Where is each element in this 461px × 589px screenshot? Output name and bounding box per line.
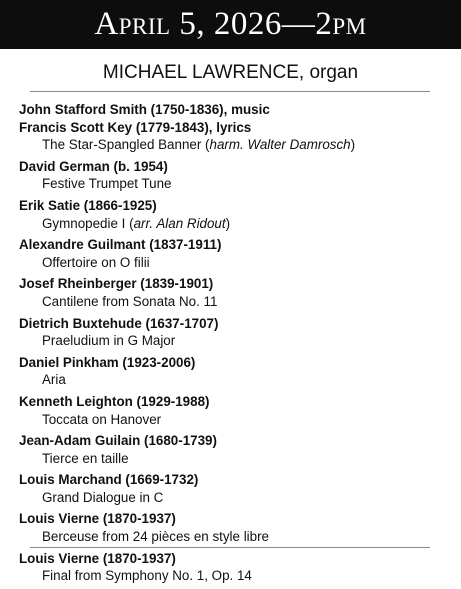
program-entry bbox=[19, 354, 449, 389]
composer-name: David German (b. 1954) bbox=[19, 158, 168, 174]
program-entry bbox=[19, 510, 449, 545]
work-title: Grand Dialogue in C bbox=[42, 489, 164, 505]
work-title: Aria bbox=[42, 372, 66, 388]
work-title: Cantilene from Sonata No. 11 bbox=[42, 293, 218, 309]
work-title-text: Gymnopedie I bbox=[42, 215, 126, 231]
work-title bbox=[19, 215, 449, 233]
composer-name: John Stafford Smith (1750-1836), music bbox=[19, 102, 270, 117]
work-title-text: The Star-Spangled Banner bbox=[42, 137, 202, 153]
composer-name: Jean-Adam Guilain (1680-1739) bbox=[19, 433, 217, 449]
work-title: Berceuse from 24 pièces en style libre bbox=[42, 529, 270, 545]
lyricist-name: Francis Scott Key (1779-1843), lyrics bbox=[19, 119, 252, 135]
top-divider bbox=[30, 91, 430, 92]
work-title: Tierce en taille bbox=[42, 450, 129, 466]
program-entry bbox=[19, 197, 449, 232]
program-entry bbox=[19, 315, 449, 350]
composer-name: Louis Vierne (1870-1937) bbox=[19, 550, 176, 566]
date-time-heading: April 5, 2026—2pm bbox=[94, 6, 367, 42]
date-banner bbox=[0, 0, 461, 49]
program-entry bbox=[19, 471, 449, 506]
arrangement-note: harm. Walter Damrosch bbox=[209, 137, 351, 153]
program-entry bbox=[19, 393, 449, 428]
program-entry bbox=[19, 158, 449, 193]
composer-name: Daniel Pinkham (1923-2006) bbox=[19, 354, 196, 370]
work-title: Praeludium in G Major bbox=[42, 333, 176, 349]
work-title: Toccata on Hanover bbox=[42, 411, 162, 427]
note-close: ) bbox=[225, 215, 231, 231]
composer-name: Louis Marchand (1669-1732) bbox=[19, 472, 199, 488]
program-entry bbox=[19, 236, 449, 271]
composer-name: Kenneth Leighton (1929-1988) bbox=[19, 393, 210, 409]
work-title: Final from Symphony No. 1, Op. 14 bbox=[42, 568, 252, 584]
program-entry bbox=[19, 101, 449, 154]
program-entry bbox=[19, 550, 449, 585]
work-title: Offertoire on O filii bbox=[42, 254, 150, 270]
program-list bbox=[19, 101, 449, 589]
composer-name: Alexandre Guilmant (1837-1911) bbox=[19, 237, 222, 253]
program-entry bbox=[19, 275, 449, 310]
composer-name: Louis Vierne (1870-1937) bbox=[19, 511, 176, 527]
performer-line: MICHAEL LAWRENCE, organ bbox=[102, 62, 359, 83]
work-title: Festive Trumpet Tune bbox=[42, 176, 172, 192]
arrangement-note: arr. Alan Ridout bbox=[133, 215, 226, 231]
bottom-divider bbox=[30, 547, 430, 548]
work-title bbox=[19, 136, 449, 154]
note-open: ( bbox=[125, 215, 134, 231]
composer-name: Erik Satie (1866-1925) bbox=[19, 197, 157, 213]
program-entry bbox=[19, 432, 449, 467]
composer-name: Dietrich Buxtehude (1637-1707) bbox=[19, 315, 219, 331]
note-open: ( bbox=[201, 137, 210, 153]
note-close: ) bbox=[350, 137, 356, 153]
composer-name: Josef Rheinberger (1839-1901) bbox=[19, 276, 214, 292]
